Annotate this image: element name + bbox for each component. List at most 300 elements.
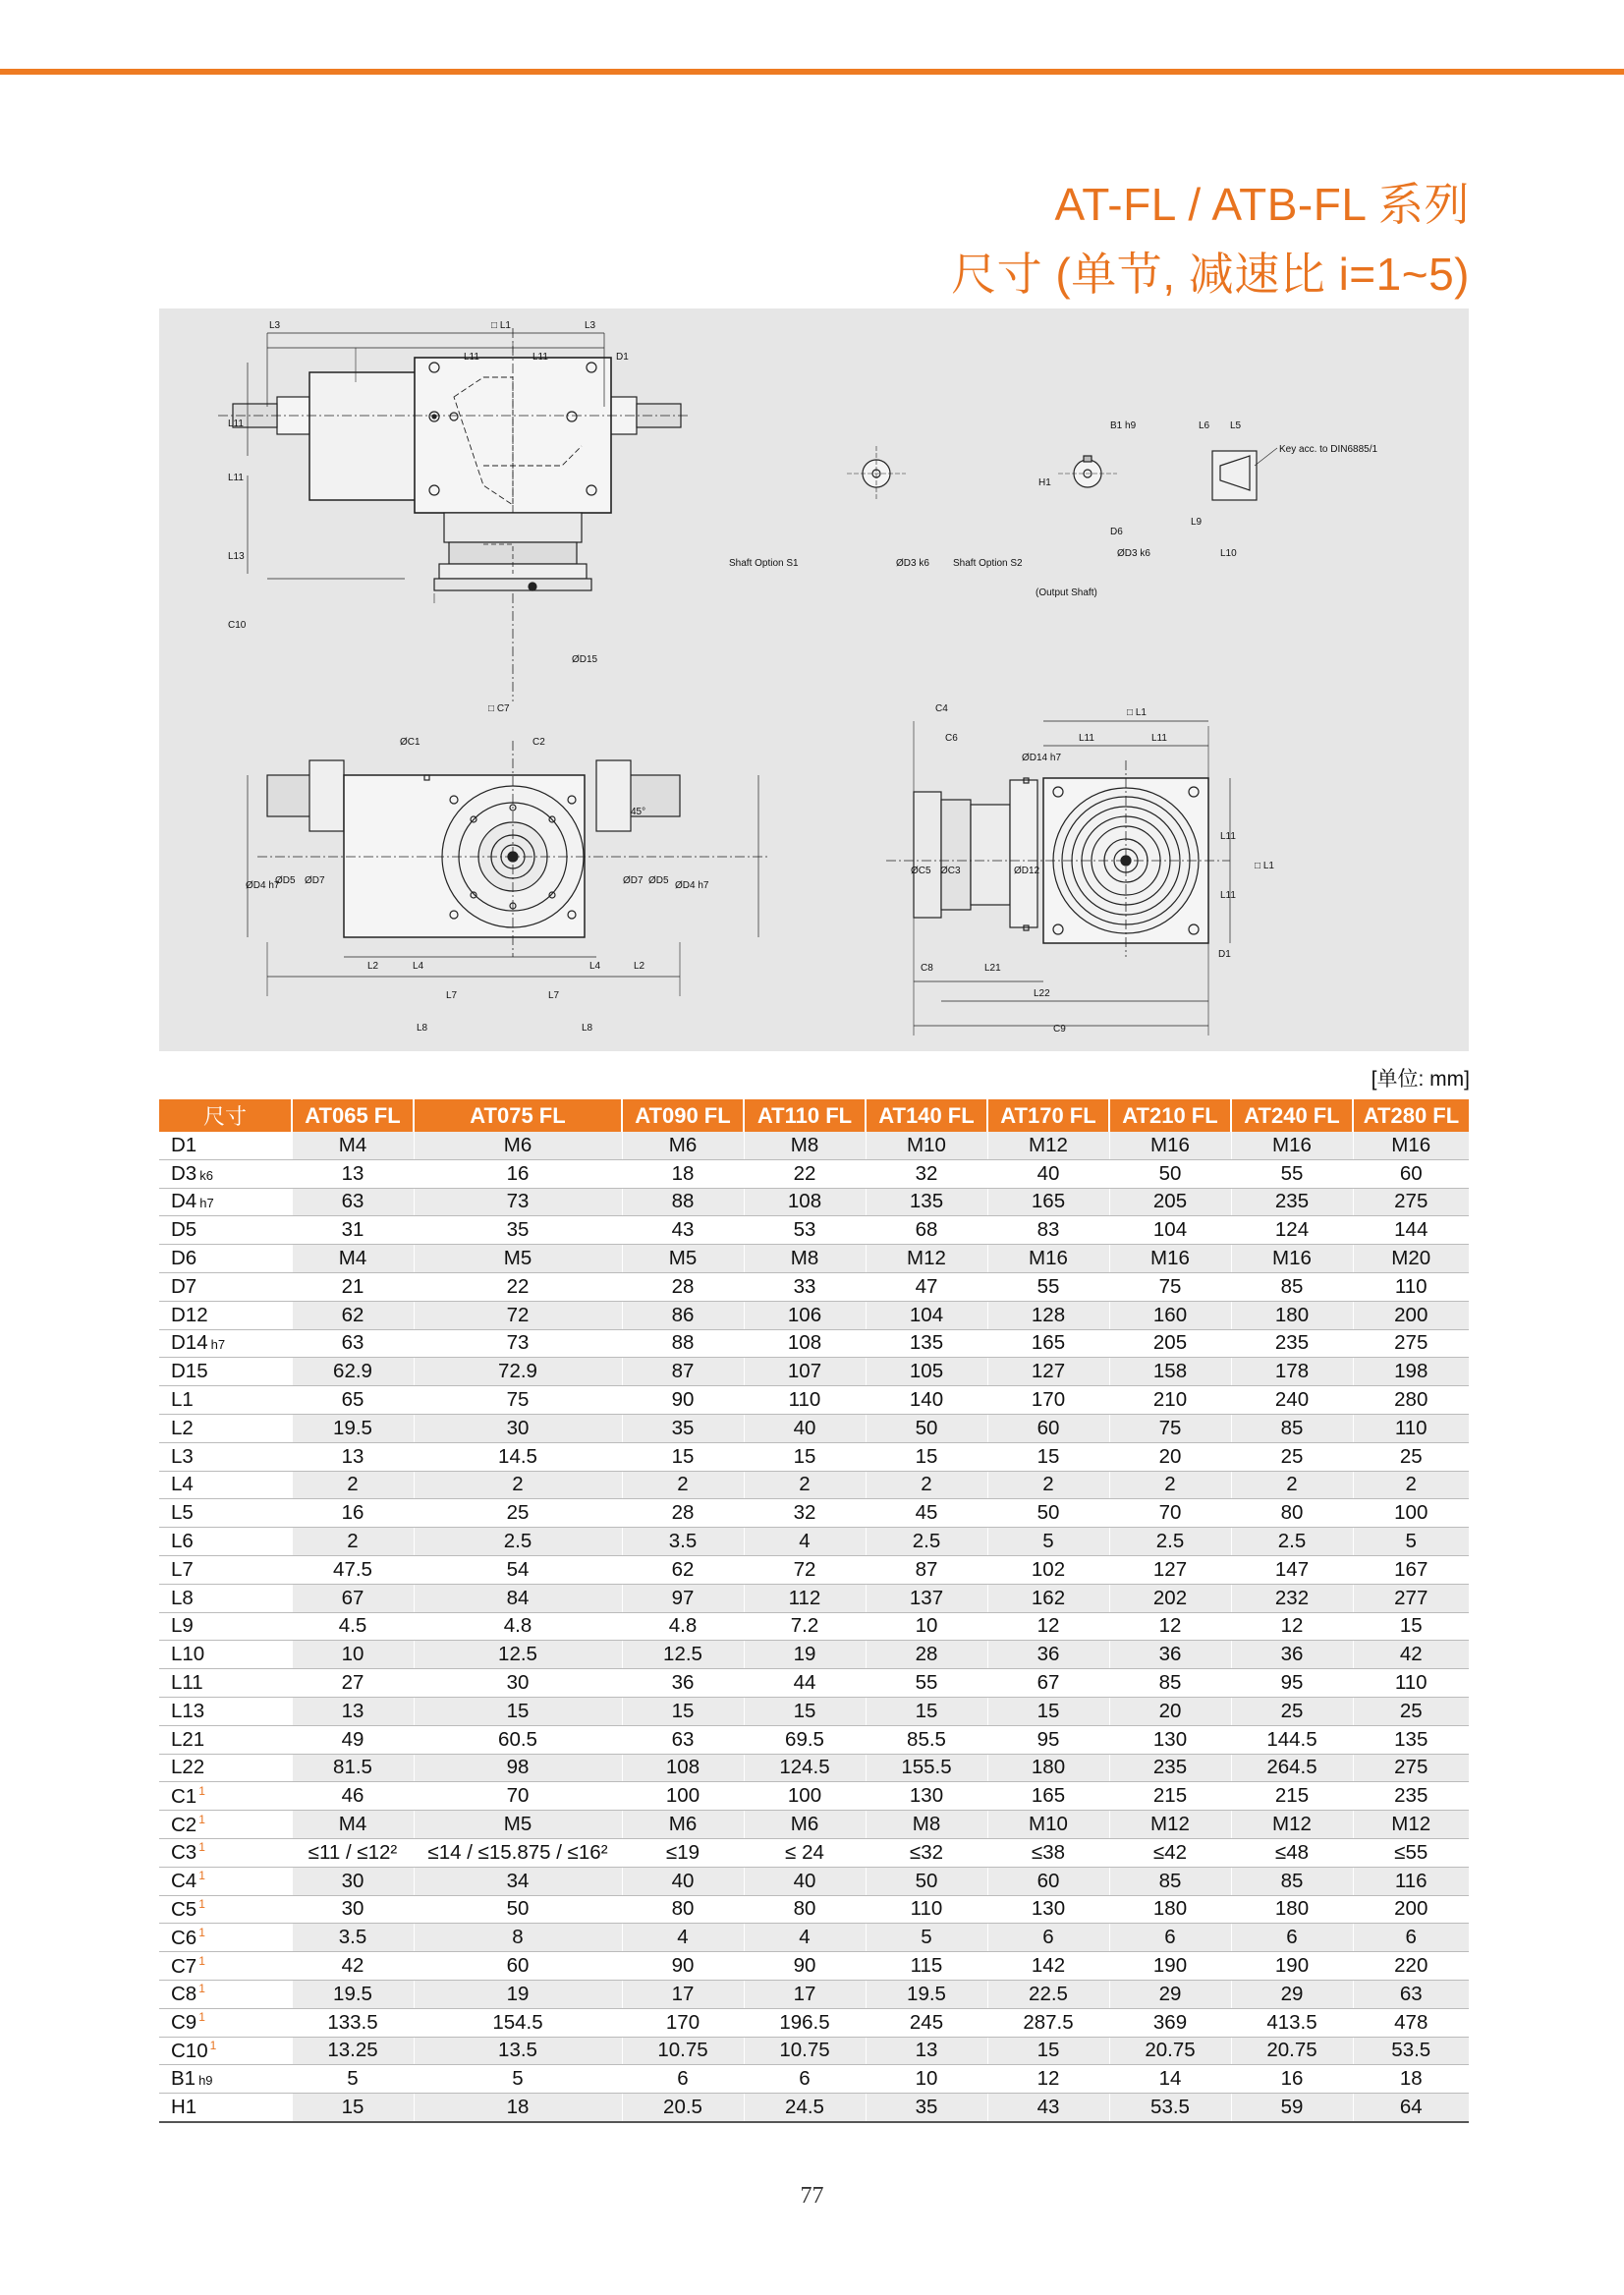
table-cell: M6	[744, 1811, 866, 1839]
table-cell: 110	[1353, 1669, 1469, 1698]
table-cell: 85	[1109, 1867, 1231, 1895]
dimension-name: C8	[171, 1983, 197, 2006]
table-cell: 2	[622, 1471, 744, 1499]
dimension-label	[159, 1895, 292, 1924]
table-cell: 20.75	[1109, 2037, 1231, 2065]
dimension-label	[159, 1132, 292, 1159]
table-cell: 64	[1353, 2094, 1469, 2122]
table-cell: 220	[1353, 1952, 1469, 1981]
table-cell: 18	[622, 1159, 744, 1188]
table-cell: M10	[866, 1132, 987, 1159]
table-cell: 104	[1109, 1216, 1231, 1245]
table-cell: 2	[292, 1471, 414, 1499]
table-row	[159, 1301, 1469, 1329]
table-cell: 155.5	[866, 1754, 987, 1782]
table-cell: 16	[414, 1159, 622, 1188]
table-cell: 215	[1109, 1782, 1231, 1811]
top-accent-bar	[0, 69, 1624, 75]
table-cell: 12	[987, 2065, 1109, 2094]
dimension-label	[159, 1555, 292, 1584]
table-cell: 144	[1353, 1216, 1469, 1245]
svg-text:ØD4 h7: ØD4 h7	[246, 880, 280, 891]
svg-text:ØD5: ØD5	[648, 875, 669, 886]
table-row	[159, 1838, 1469, 1867]
table-cell: M4	[292, 1811, 414, 1839]
svg-text:L21: L21	[984, 963, 1001, 974]
table-row	[159, 1811, 1469, 1839]
svg-text:ØD15: ØD15	[572, 654, 598, 665]
table-cell: 147	[1231, 1555, 1353, 1584]
dimension-name: D7	[171, 1274, 197, 1298]
svg-text:L3: L3	[585, 320, 596, 331]
dimension-label	[159, 1301, 292, 1329]
table-cell: 20	[1109, 1697, 1231, 1725]
svg-text:L13: L13	[228, 551, 245, 562]
table-cell: 104	[866, 1301, 987, 1329]
table-cell: 275	[1353, 1188, 1469, 1216]
svg-text:□ L1: □ L1	[491, 320, 511, 331]
table-cell: M16	[1231, 1245, 1353, 1273]
svg-text:H1: H1	[1038, 477, 1051, 488]
table-cell: 14.5	[414, 1442, 622, 1471]
table-row	[159, 1159, 1469, 1188]
table-cell: 170	[987, 1386, 1109, 1415]
table-cell: 75	[1109, 1414, 1231, 1442]
table-cell: M20	[1353, 1245, 1469, 1273]
svg-text:L11: L11	[1079, 733, 1094, 744]
table-cell: 40	[744, 1414, 866, 1442]
table-cell: 167	[1353, 1555, 1469, 1584]
table-cell: 18	[414, 2094, 622, 2122]
table-cell: 100	[622, 1782, 744, 1811]
model-header: AT065 FL	[292, 1099, 414, 1132]
table-cell: 10.75	[622, 2037, 744, 2065]
table-cell: 63	[622, 1725, 744, 1754]
table-cell: 165	[987, 1329, 1109, 1358]
table-cell: M8	[866, 1811, 987, 1839]
table-cell: 30	[292, 1867, 414, 1895]
table-cell: 80	[622, 1895, 744, 1924]
svg-text:L2: L2	[367, 961, 379, 972]
table-cell: 124	[1231, 1216, 1353, 1245]
table-cell: 142	[987, 1952, 1109, 1981]
table-cell: 14	[1109, 2065, 1231, 2094]
table-cell: 15	[987, 1442, 1109, 1471]
table-cell: 67	[987, 1669, 1109, 1698]
dimension-label	[159, 1867, 292, 1895]
dimension-label	[159, 2008, 292, 2037]
footnote-marker: 1	[198, 1897, 205, 1911]
dimension-name: C3	[171, 1841, 197, 1865]
page-number: 77	[800, 2183, 824, 2209]
table-corner-header: 尺寸	[159, 1099, 292, 1132]
table-cell: 28	[622, 1499, 744, 1528]
table-cell: 10.75	[744, 2037, 866, 2065]
table-row	[159, 2094, 1469, 2122]
table-row	[159, 1754, 1469, 1782]
table-cell: 105	[866, 1358, 987, 1386]
table-cell: 180	[1231, 1895, 1353, 1924]
table-cell: 53.5	[1109, 2094, 1231, 2122]
table-cell: 112	[744, 1584, 866, 1612]
table-cell: 15	[414, 1697, 622, 1725]
table-cell: 47.5	[292, 1555, 414, 1584]
table-cell: 15	[292, 2094, 414, 2122]
series-title: AT-FL / ATB-FL 系列	[1054, 179, 1470, 230]
svg-text:L11: L11	[228, 419, 244, 429]
dimension-tolerance: h7	[199, 1196, 214, 1211]
table-cell: 4	[744, 1924, 866, 1952]
dimension-label	[159, 1386, 292, 1415]
shaft-option-views	[729, 420, 1377, 598]
dimension-name: C9	[171, 2011, 197, 2035]
table-row	[159, 1952, 1469, 1981]
table-cell: 22	[414, 1272, 622, 1301]
table-cell: 87	[866, 1555, 987, 1584]
table-cell: 12	[1109, 1612, 1231, 1641]
dimension-label	[159, 1612, 292, 1641]
table-cell: 127	[1109, 1555, 1231, 1584]
table-cell: 12.5	[622, 1641, 744, 1669]
table-cell: 215	[1231, 1782, 1353, 1811]
table-cell: 133.5	[292, 2008, 414, 2037]
svg-text:L7: L7	[446, 990, 458, 1001]
table-cell: 33	[744, 1272, 866, 1301]
table-cell: 59	[1231, 2094, 1353, 2122]
table-cell: 205	[1109, 1188, 1231, 1216]
table-cell: 63	[1353, 1980, 1469, 2008]
dimension-name: D4	[171, 1190, 197, 1213]
dimension-name: D5	[171, 1218, 197, 1242]
table-cell: M6	[622, 1132, 744, 1159]
front-view-gearbox	[246, 737, 768, 1034]
table-cell: 18	[1353, 2065, 1469, 2094]
table-cell: 29	[1109, 1980, 1231, 2008]
dimension-label	[159, 2065, 292, 2094]
table-row	[159, 1782, 1469, 1811]
table-cell: 4.5	[292, 1612, 414, 1641]
table-cell: ≤14 / ≤15.875 / ≤16²	[414, 1838, 622, 1867]
technical-drawing	[159, 308, 1469, 1051]
table-cell: ≤ 24	[744, 1838, 866, 1867]
footnote-marker: 1	[198, 1869, 205, 1883]
table-cell: 13	[866, 2037, 987, 2065]
table-cell: 36	[1109, 1641, 1231, 1669]
dimension-label	[159, 1697, 292, 1725]
model-header: AT110 FL	[744, 1099, 866, 1132]
table-cell: 180	[987, 1754, 1109, 1782]
svg-text:L11: L11	[228, 473, 244, 483]
table-cell: 277	[1353, 1584, 1469, 1612]
svg-text:ØD5: ØD5	[275, 875, 296, 886]
dimension-label	[159, 2037, 292, 2065]
shaft-option-s1-label: Shaft Option S1	[729, 558, 799, 569]
dimension-label	[159, 1528, 292, 1556]
dimension-label	[159, 1924, 292, 1952]
table-cell: 110	[1353, 1414, 1469, 1442]
dimension-name: D12	[171, 1303, 208, 1326]
dimension-label	[159, 1754, 292, 1782]
dimension-name: L5	[171, 1501, 194, 1525]
table-cell: 35	[866, 2094, 987, 2122]
table-cell: 40	[744, 1867, 866, 1895]
dimension-label	[159, 1442, 292, 1471]
table-cell: M16	[1109, 1245, 1231, 1273]
svg-text:D1: D1	[616, 352, 629, 363]
dimension-label	[159, 1725, 292, 1754]
table-cell: M12	[987, 1132, 1109, 1159]
table-cell: 43	[987, 2094, 1109, 2122]
dimension-label	[159, 1245, 292, 1273]
dimension-name: L1	[171, 1388, 194, 1412]
table-cell: 13.5	[414, 2037, 622, 2065]
table-cell: 140	[866, 1386, 987, 1415]
table-cell: 16	[292, 1499, 414, 1528]
table-cell: 3.5	[622, 1528, 744, 1556]
table-cell: 19	[414, 1980, 622, 2008]
table-cell: 75	[1109, 1272, 1231, 1301]
table-cell: 28	[866, 1641, 987, 1669]
dimension-name: D14	[171, 1331, 208, 1355]
table-cell: 85	[1109, 1669, 1231, 1698]
table-cell: 130	[866, 1782, 987, 1811]
table-cell: 4.8	[414, 1612, 622, 1641]
table-cell: 144.5	[1231, 1725, 1353, 1754]
dimension-name: L11	[171, 1671, 203, 1695]
svg-text:L11: L11	[1151, 733, 1167, 744]
table-cell: M5	[414, 1811, 622, 1839]
svg-text:L5: L5	[1230, 420, 1242, 431]
table-cell: M8	[744, 1132, 866, 1159]
table-cell: 130	[1109, 1725, 1231, 1754]
footnote-marker: 1	[198, 2010, 205, 2025]
table-cell: 15	[622, 1697, 744, 1725]
table-cell: ≤19	[622, 1838, 744, 1867]
table-row	[159, 1386, 1469, 1415]
dimension-name: L4	[171, 1473, 194, 1496]
dimension-tolerance: h9	[198, 2073, 213, 2089]
table-cell: 30	[414, 1414, 622, 1442]
table-cell: 287.5	[987, 2008, 1109, 2037]
table-cell: M12	[866, 1245, 987, 1273]
dimension-label	[159, 1216, 292, 1245]
table-cell: 5	[987, 1528, 1109, 1556]
svg-text:L11: L11	[1220, 831, 1236, 842]
dimension-label	[159, 1669, 292, 1698]
dimensions-table	[159, 1099, 1469, 2123]
table-cell: 15	[866, 1697, 987, 1725]
table-cell: 162	[987, 1584, 1109, 1612]
table-cell: 97	[622, 1584, 744, 1612]
table-cell: 55	[1231, 1159, 1353, 1188]
table-cell: 49	[292, 1725, 414, 1754]
table-cell: 369	[1109, 2008, 1231, 2037]
table-cell: 4	[622, 1924, 744, 1952]
table-cell: 70	[414, 1782, 622, 1811]
table-cell: 235	[1109, 1754, 1231, 1782]
table-cell: 32	[744, 1499, 866, 1528]
table-cell: 12	[987, 1612, 1109, 1641]
table-cell: 13	[292, 1159, 414, 1188]
table-cell: 200	[1353, 1301, 1469, 1329]
table-cell: 235	[1353, 1782, 1469, 1811]
table-cell: 205	[1109, 1329, 1231, 1358]
table-cell: 275	[1353, 1329, 1469, 1358]
table-cell: M5	[622, 1245, 744, 1273]
table-cell: 106	[744, 1301, 866, 1329]
table-cell: 128	[987, 1301, 1109, 1329]
table-row	[159, 2037, 1469, 2065]
svg-text:L3: L3	[269, 320, 281, 331]
table-cell: 6	[622, 2065, 744, 2094]
table-cell: 235	[1231, 1329, 1353, 1358]
table-cell: M12	[1109, 1811, 1231, 1839]
table-cell: 28	[622, 1272, 744, 1301]
table-cell: 170	[622, 2008, 744, 2037]
table-cell: 2	[744, 1471, 866, 1499]
table-cell: M4	[292, 1132, 414, 1159]
table-row	[159, 1132, 1469, 1159]
shaft-option-s2-label: Shaft Option S2	[953, 558, 1023, 569]
table-cell: 87	[622, 1358, 744, 1386]
table-cell: 27	[292, 1669, 414, 1698]
table-cell: 6	[1109, 1924, 1231, 1952]
svg-text:ØC5: ØC5	[911, 866, 931, 876]
table-cell: M8	[744, 1245, 866, 1273]
table-cell: 95	[1231, 1669, 1353, 1698]
svg-text:L4: L4	[589, 961, 601, 972]
svg-text:L7: L7	[548, 990, 560, 1001]
table-cell: 22.5	[987, 1980, 1109, 2008]
table-cell: 42	[292, 1952, 414, 1981]
svg-text:L10: L10	[1220, 548, 1237, 559]
table-cell: 60	[987, 1414, 1109, 1442]
dimension-name: L3	[171, 1444, 194, 1468]
dimension-name: C7	[171, 1954, 197, 1978]
top-view-gearbox	[218, 320, 690, 714]
table-cell: 35	[414, 1216, 622, 1245]
table-cell: 20	[1109, 1442, 1231, 1471]
dimension-name: D1	[171, 1133, 197, 1156]
table-cell: 20.5	[622, 2094, 744, 2122]
table-cell: 63	[292, 1188, 414, 1216]
dimension-label	[159, 1782, 292, 1811]
table-cell: ≤38	[987, 1838, 1109, 1867]
table-cell: 44	[744, 1669, 866, 1698]
table-cell: 20.75	[1231, 2037, 1353, 2065]
table-cell: 5	[292, 2065, 414, 2094]
table-cell: 22	[744, 1159, 866, 1188]
table-cell: 25	[1353, 1442, 1469, 1471]
table-cell: 2	[987, 1471, 1109, 1499]
table-cell: 245	[866, 2008, 987, 2037]
model-header: AT210 FL	[1109, 1099, 1231, 1132]
table-row	[159, 1669, 1469, 1698]
table-cell: 110	[866, 1895, 987, 1924]
svg-text:C9: C9	[1053, 1024, 1066, 1035]
dimension-name: C6	[171, 1926, 197, 1949]
table-cell: M16	[1231, 1132, 1353, 1159]
table-cell: 6	[1231, 1924, 1353, 1952]
table-cell: 21	[292, 1272, 414, 1301]
table-cell: 178	[1231, 1358, 1353, 1386]
table-cell: 50	[1109, 1159, 1231, 1188]
svg-text:L22: L22	[1034, 988, 1050, 999]
table-cell: 31	[292, 1216, 414, 1245]
svg-text:L11: L11	[532, 352, 548, 363]
dimension-label	[159, 1838, 292, 1867]
table-row	[159, 1245, 1469, 1273]
dimension-label	[159, 1641, 292, 1669]
svg-text:L11: L11	[464, 352, 479, 363]
table-row	[159, 1358, 1469, 1386]
table-cell: 13	[292, 1697, 414, 1725]
dimension-label	[159, 1584, 292, 1612]
dimension-label	[159, 1159, 292, 1188]
svg-text:L2: L2	[634, 961, 645, 972]
dimension-name: L8	[171, 1586, 194, 1609]
table-row	[159, 1697, 1469, 1725]
footnote-marker: 1	[198, 1840, 205, 1855]
dimension-label	[159, 1188, 292, 1216]
model-header: AT140 FL	[866, 1099, 987, 1132]
table-row	[159, 1414, 1469, 1442]
table-cell: 36	[987, 1641, 1109, 1669]
table-cell: 62	[622, 1555, 744, 1584]
svg-text:C4: C4	[935, 703, 948, 714]
dimension-tolerance: k6	[199, 1167, 213, 1183]
table-cell: 46	[292, 1782, 414, 1811]
table-row	[159, 1980, 1469, 2008]
svg-text:□ L1: □ L1	[1127, 707, 1147, 718]
svg-text:D1: D1	[1218, 949, 1231, 960]
table-row	[159, 1471, 1469, 1499]
table-cell: 110	[1353, 1272, 1469, 1301]
model-header: AT240 FL	[1231, 1099, 1353, 1132]
table-row	[159, 1641, 1469, 1669]
table-row	[159, 1612, 1469, 1641]
table-cell: 235	[1231, 1188, 1353, 1216]
table-cell: 180	[1109, 1895, 1231, 1924]
table-cell: 75	[414, 1386, 622, 1415]
table-cell: 62.9	[292, 1358, 414, 1386]
dimension-name: C4	[171, 1870, 197, 1893]
footnote-marker: 1	[209, 2038, 217, 2052]
dimension-label	[159, 1980, 292, 2008]
table-cell: 15	[866, 1442, 987, 1471]
dimensions-subtitle: 尺寸 (单节, 减速比 i=1~5)	[951, 249, 1470, 300]
table-cell: 53.5	[1353, 2037, 1469, 2065]
svg-text:ØC3: ØC3	[940, 866, 961, 876]
table-cell: ≤55	[1353, 1838, 1469, 1867]
table-cell: 12.5	[414, 1641, 622, 1669]
table-cell: 10	[292, 1641, 414, 1669]
table-cell: 10	[866, 1612, 987, 1641]
svg-text:B1 h9: B1 h9	[1110, 420, 1137, 431]
table-cell: 275	[1353, 1754, 1469, 1782]
key-note: Key acc. to DIN6885/1	[1279, 444, 1378, 455]
table-row	[159, 1528, 1469, 1556]
footnote-marker: 1	[198, 1925, 205, 1939]
table-cell: 43	[622, 1216, 744, 1245]
table-cell: 2	[1109, 1471, 1231, 1499]
table-cell: 280	[1353, 1386, 1469, 1415]
table-cell: 88	[622, 1188, 744, 1216]
table-cell: 108	[744, 1329, 866, 1358]
table-cell: 60	[1353, 1159, 1469, 1188]
table-cell: 67	[292, 1584, 414, 1612]
table-cell: M16	[987, 1245, 1109, 1273]
